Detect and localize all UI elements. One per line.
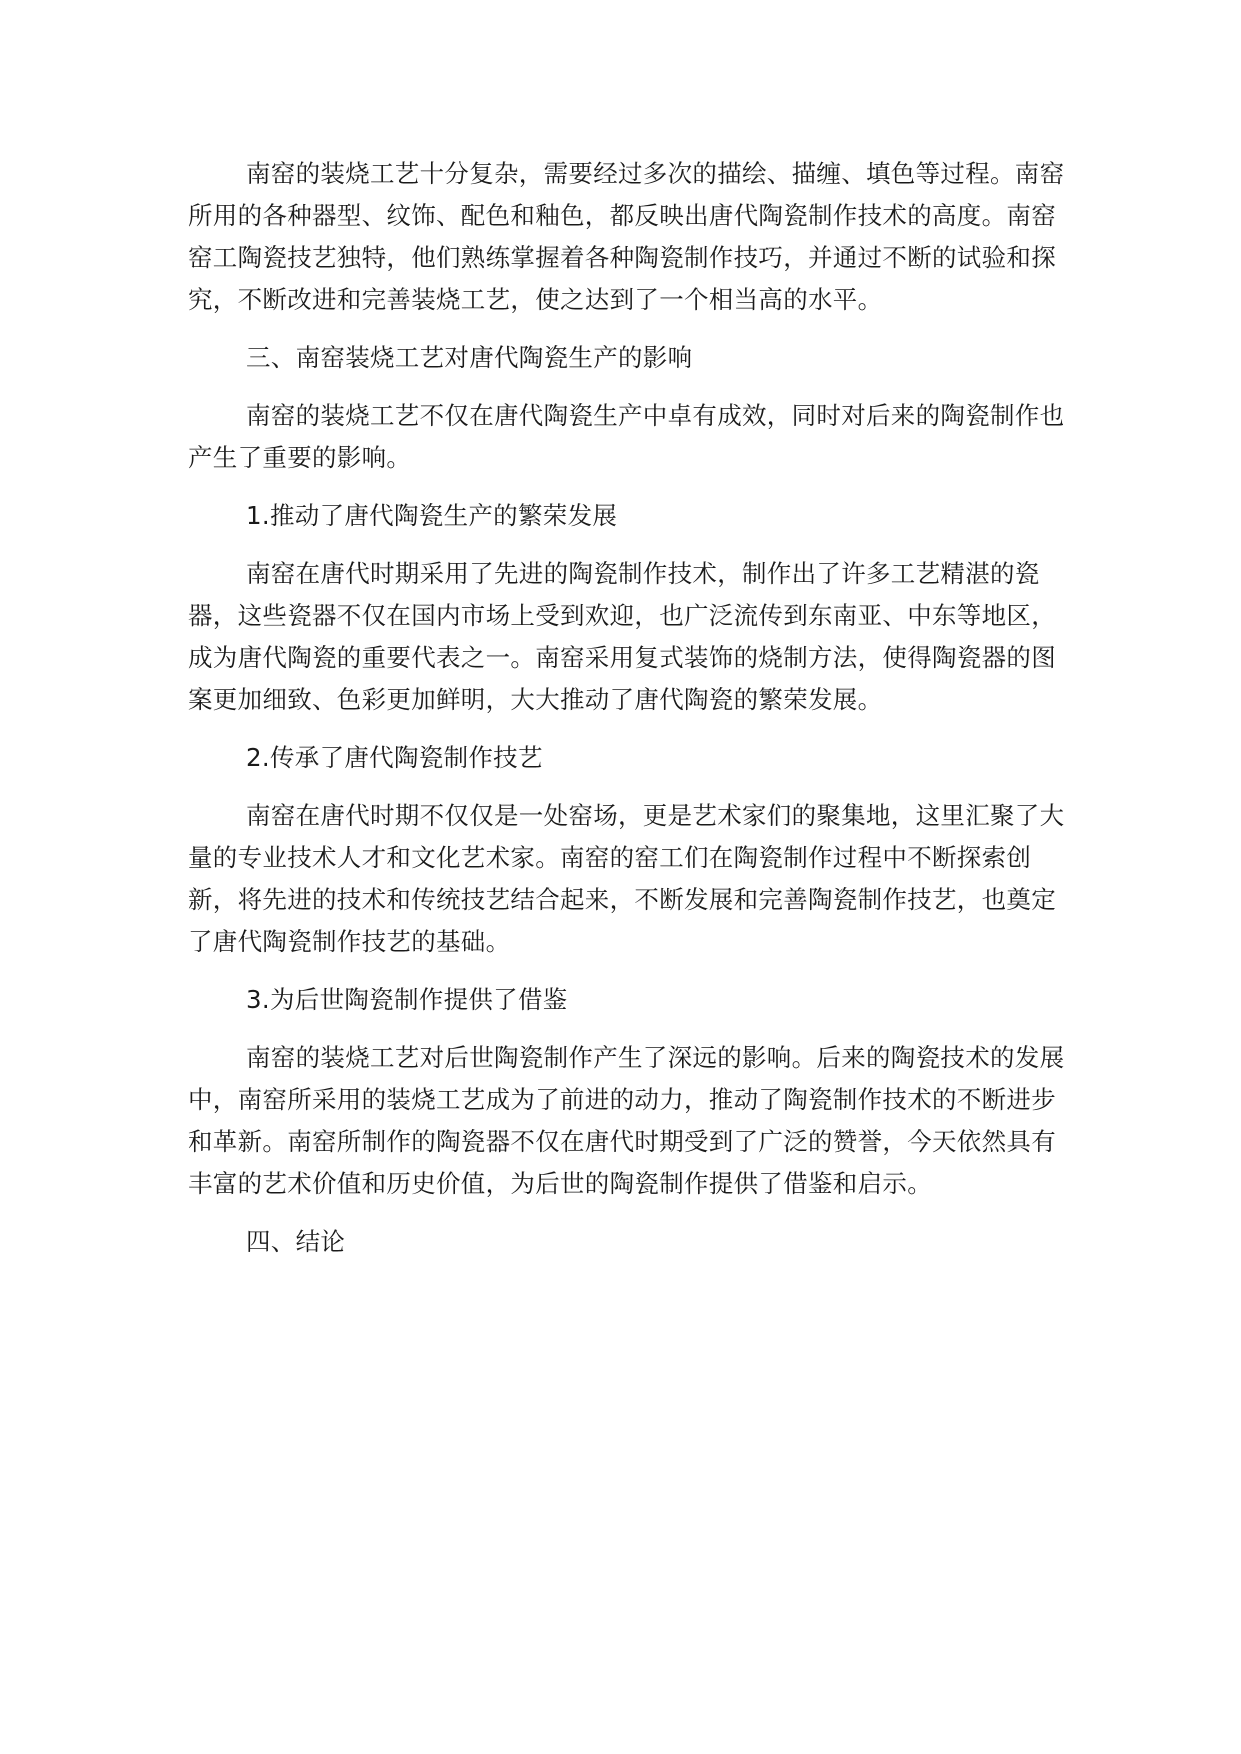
section-heading-influence: 三、南窑装烧工艺对唐代陶瓷生产的影响 <box>246 343 693 372</box>
section-heading-conclusion: 四、结论 <box>246 1227 346 1256</box>
paragraph-influence-intro: 南窑的装烧工艺不仅在唐代陶瓷生产中卓有成效，同时对后来的陶瓷制作也产生了重要的影响。 <box>188 401 1065 472</box>
subheading-reference: 3.为后世陶瓷制作提供了借鉴 <box>246 985 568 1014</box>
subheading-prosperity: 1.推动了唐代陶瓷生产的繁荣发展 <box>246 501 618 530</box>
paragraph-decoration-process: 南窑的装烧工艺十分复杂，需要经过多次的描绘、描缠、填色等过程。南窑所用的各种器型、纹饰、配色和釉色，都反映出唐代陶瓷制作技术的高度。南窑窑工陶瓷技艺独特，他们熟练掌握着各种陶瓷制作技巧，并通过不断的试验和探究，不断改进和完善装烧工艺，使之达到了一个相当高的水平。 <box>188 159 1065 314</box>
paragraph-reference: 南窑的装烧工艺对后世陶瓷制作产生了深远的影响。后来的陶瓷技术的发展中，南窑所采用的装烧工艺成为了前进的动力，推动了陶瓷制作技术的不断进步和革新。南窑所制作的陶瓷器不仅在唐代时期受到了广泛的赞誉，今天依然具有丰富的艺术价值和历史价值，为后世的陶瓷制作提供了借鉴和启示。 <box>188 1043 1065 1198</box>
document-body <box>188 153 1068 1279</box>
paragraph-prosperity: 南窑在唐代时期采用了先进的陶瓷制作技术，制作出了许多工艺精湛的瓷器，这些瓷器不仅在国内市场上受到欢迎，也广泛流传到东南亚、中东等地区，成为唐代陶瓷的重要代表之一。南窑采用复式装饰的烧制方法，使得陶瓷器的图案更加细致、色彩更加鲜明，大大推动了唐代陶瓷的繁荣发展。 <box>188 559 1056 714</box>
subheading-inheritance: 2.传承了唐代陶瓷制作技艺 <box>246 743 543 772</box>
paragraph-inheritance: 南窑在唐代时期不仅仅是一处窑场，更是艺术家们的聚集地，这里汇聚了大量的专业技术人才和文化艺术家。南窑的窑工们在陶瓷制作过程中不断探索创新，将先进的技术和传统技艺结合起来，不断发展和完善陶瓷制作技艺，也奠定了唐代陶瓷制作技艺的基础。 <box>188 801 1065 956</box>
